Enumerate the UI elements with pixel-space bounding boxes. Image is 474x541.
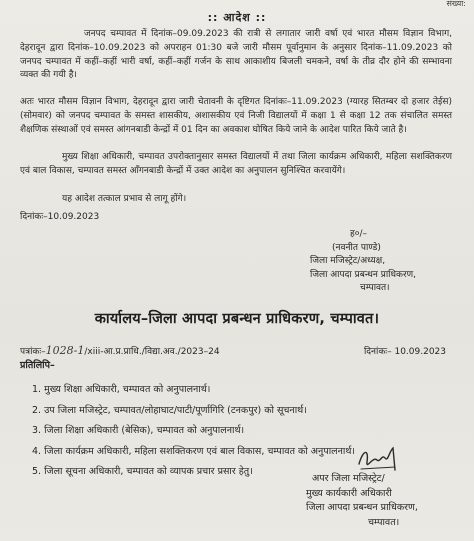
list-item: 3. जिला शिक्षा अधिकारी (बेसिक), चम्पावत को अनुपालनार्थ। xyxy=(32,425,245,436)
paragraph-compliance: मुख्य शिक्षा अधिकारी, चम्पावत उपरोक्तानुसार समस्त विद्यालयों में तथा जिला कार्यक्रम अधिकारी, महिला सशक्तिकरण एवं बाल विकास, चम्पावत समस्त आँगनबाडी केन्द्रों में उक्त आदेश का अनुपालन सुनिश्चित करवायेंगे। xyxy=(20,152,452,176)
signatory-authority: जिला आपदा प्रबन्धन प्राधिकरण, xyxy=(310,269,417,280)
list-item: 2. उप जिला मजिस्ट्रेट, चम्पावत/लोहाघाट/पाटी/पूर्णागिरि (टनकपुर) को सूचनार्थ। xyxy=(32,404,307,416)
handwritten-signature xyxy=(355,442,401,476)
signatory-place: चम्पावत। xyxy=(360,283,390,293)
paragraph-holiday-order: अतः भारत मौसम विज्ञान विभाग, देहरादून द्वारा जारी चेतावनी के दृष्टिगत दिनांकः–11.09.2023 (ग्यारह सितम्बर दो हजार तेईस) (सोमवार) को जनपद चम्पावत के समस्त शासकीय, अशासकीय एवं निजी विद्यालयों में कक्षा 1 से कक्षा 12 तक संचालित समस्त शैक्षणिक संस्थाओं एवं समस्त आंगनबाडी केन्द्रों में 01 दिन का अवकाश घोषित किये जाने के आदेश पारित किये जाते है। xyxy=(20,97,452,135)
paragraph-effective: यह आदेश तत्काल प्रभाव से लागू होंगे। xyxy=(62,194,187,204)
paragraph-weather-forecast: जनपद चम्पावत में दिनांक–09.09.2023 की रात्री से लगातार जारी वर्षा एवं भारत मौसम विज्ञान विभाग, देहरादून द्वारा दिनांक–10.09.2023 को अपराहन 01:30 बजे जारी मौसम पूर्वानुमान के अनुसार दिनांक–11.09.2023 को जनपद चम्पावत में कहीं–कहीं भारी वर्षा, कहीं–कहीं गर्जन के साथ आकाशीय बिजली चमकने, वर्षा के तीव्र दौर होने की सम्भावना व्यक्त की गयी है। xyxy=(20,29,452,81)
reference-line xyxy=(20,344,220,357)
reference-date: दिनांकः– 10.09.2023 xyxy=(363,347,446,357)
reference-prefix: पत्रांकः– xyxy=(20,347,46,357)
list-item: 1. मुख्य शिक्षा अधिकारी, चम्पावत को अनुपालनार्थ। xyxy=(32,384,211,395)
copy-to-label: प्रतिलिपि– xyxy=(20,360,55,371)
order-heading: :: आदेश :: xyxy=(207,11,267,24)
signed-mark: ह०/– xyxy=(350,229,367,239)
signatory-name: (नवनीत पाण्डे) xyxy=(332,242,381,253)
list-item: 5. जिला सूचना अधिकारी, चम्पावत को व्यापक प्रचार प्रसार हेतु। xyxy=(32,466,253,477)
corner-label: संख्या: xyxy=(446,0,466,8)
district-magistrate-signature-block xyxy=(310,228,470,296)
adm-signature-block xyxy=(306,472,466,530)
list-item: 4. जिला कार्यक्रम अधिकारी, महिला सशक्तिकरण एवं बाल विकास, चम्पावत को अनुपालनार्थ। xyxy=(32,445,356,457)
authority-place: चम्पावत। xyxy=(368,516,400,528)
office-title: कार्यालय–जिला आपदा प्रबन्धन प्राधिकरण, चम्पावत। xyxy=(94,311,380,327)
adm-designation: अपर जिला मजिस्ट्रेट/ xyxy=(312,473,385,484)
ceo-designation: मुख्य कार्यकारी अधिकारी xyxy=(306,487,392,499)
order-date: दिनांकः–10.09.2023 xyxy=(20,212,100,222)
reference-suffix: /xiii-आ.प्र.प्राधि./विद्या.अव./2023–24 xyxy=(84,347,220,357)
signatory-designation: जिला मजिस्ट्रेट/अध्यक्ष, xyxy=(310,256,386,266)
reference-number-handwritten: 1028-1 xyxy=(45,344,85,357)
authority-name: जिला आपदा प्रबन्धन प्राधिकरण, xyxy=(306,502,418,513)
